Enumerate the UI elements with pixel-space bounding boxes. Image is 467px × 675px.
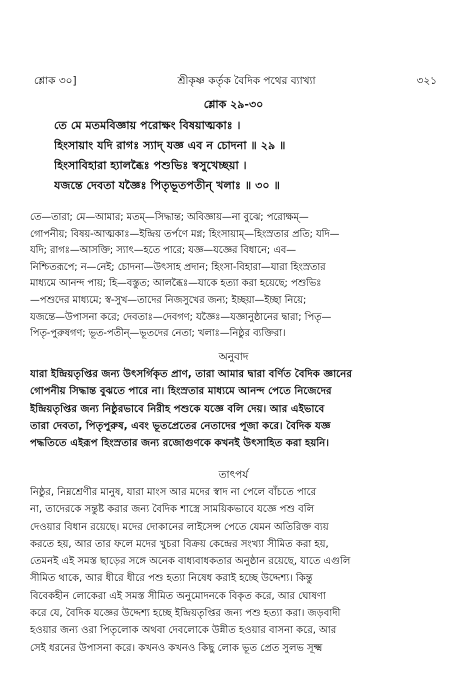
header-verse-ref: শ্লোক ৩০]	[34, 75, 77, 87]
translation-line: গোপনীয় সিদ্ধান্ত বুঝতে পারে না। হিংস্রতার মাধ্যমে আনন্দ পেতে নিজেদের	[30, 386, 332, 398]
verse-line: হিংসাবিহারা হ্যালব্ধৈঃ পশুভিঃ স্বসুখেচ্ছয়া ।	[54, 159, 247, 172]
verse-title: শ্লোক ২৯-৩০	[203, 98, 264, 111]
synonyms-line: যদি; রাগঃ—আসক্তি; স্যাৎ—হতে পারে; যজ্ঞ—যজ্ঞের বিধানে; এব—	[30, 245, 297, 257]
translation	[30, 366, 439, 452]
synonyms-line: পিতৃ-পুরুষগণ; ভূত-পতীন্—ভূতদের নেতা; খলাঃ—নিষ্ঠুর ব্যক্তিরা।	[30, 328, 286, 340]
purport-line: তেমনই এই সমস্ত ছাড়ের সঙ্গে অনেক বাধ্যবাধকতার অনুষ্ঠান রয়েছে, যাতে এগুলি	[30, 556, 351, 568]
synonyms-line: —পশুদের মাধ্যমে; স্ব-সুখ—তাদের নিজসুখের জন্য; ইচ্ছয়া—ইচ্ছা নিয়ে;	[30, 294, 307, 306]
sanskrit-verse	[54, 116, 439, 196]
translation-line: পদ্ধতিতে এইরূপ হিংস্রতার জন্য রজোগুণকে কখনই উৎসাহিত করা হয়নি।	[30, 438, 330, 450]
verse-line: তে মে মতমবিজ্ঞায় পরোক্ষং বিষয়াত্মকাঃ ।	[54, 119, 241, 132]
purport-line: হওয়ার জন্য ওরা পিতৃলোক অথবা দেবলোকে উন্নীত হওয়ার বাসনা করে, আর	[30, 625, 337, 637]
purport-line: দেওয়ার বিধান রয়েছে। মদের দোকানের লাইসেন্স পেতে যেমন অতিরিক্ত ব্যয়	[30, 521, 329, 533]
verse-line: হিংসায়াং যদি রাগঃ স্যাদ্ যজ্ঞ এব ন চোদনা ॥ ২৯ ॥	[54, 139, 286, 152]
synonyms-line: তে—তারা; মে—আমার; মতম্—সিদ্ধান্ত; অবিজ্ঞায়—না বুঝে; পরোক্ষম্—	[30, 212, 309, 223]
purport-line: না, তাদেরকে সন্তুষ্ট করার জন্য বৈদিক শাস্ত্রে সাময়িকভাবে যজ্ঞে পশু বলি	[30, 504, 315, 516]
purport	[30, 484, 439, 657]
translation-line: যারা ইন্দ্রিয়তৃপ্তির জন্য উৎসর্গিকৃত প্রাণ, তারা আমার দ্বারা বর্ণিত বৈদিক জ্ঞানের	[30, 369, 352, 380]
verse-line: যজন্তে দেবতা যজ্ঞৈঃ পিতৃভূতপতীন্ খলাঃ ॥ ৩০ ॥	[54, 179, 280, 192]
translation-line: তারা দেবতা, পিতৃপুরুষ, এবং ভূতপ্রেতের নেতাদের পূজা করে। বৈদিক যজ্ঞ	[30, 420, 331, 432]
synonyms-line: মাধ্যমে আনন্দ পায়; হি—বস্তুত; আলব্ধৈঃ—যাকে হত্যা করা হয়েছে; পশুভিঃ	[30, 278, 322, 290]
purport-line: সেই ধরনের উপাসনা করে। কখনও কখনও কিছু লোক ভূত প্রেত সুলভ সূক্ষ্ম	[30, 642, 323, 654]
translation-line: ইন্দ্রিয়তৃপ্তির জন্য নিষ্ঠুরভাবে নিরীহ পশুকে যজ্ঞে বলি দেয়। আর এইভাবে	[30, 403, 325, 415]
page-number: ৩২১	[416, 75, 437, 87]
synonyms-line: যজন্তে—উপাসনা করে; দেবতাঃ—দেবগণ; যজ্ঞৈঃ—যজ্ঞানুষ্ঠানের দ্বারা; পিতৃ—	[30, 311, 332, 323]
translation-heading: অনুবাদ	[218, 351, 249, 363]
header-chapter-title: শ্রীকৃষ্ণ কর্তৃক বৈদিক পথের ব্যাখ্যা	[177, 75, 316, 87]
purport-line: সীমিত থাকে, আর ধীরে ধীরে পশু হত্যা নিষেধ করাই হচ্ছে উদ্দেশ্য। কিন্তু	[30, 573, 313, 585]
purport-line: নিষ্ঠুর, নিম্নশ্রেণীর মানুষ, যারা মাংস আর মদের স্বাদ না পেলে বাঁচতে পারে	[30, 487, 317, 498]
synonyms-line: গোপনীয়; বিষয়-আত্মকাঃ—ইন্দ্রিয় তর্পণে মগ্ন; হিংসায়াম্—হিংস্রতার প্রতি; যদি—	[30, 228, 340, 240]
synonyms-line: নিশ্চিতরূপে; ন—নেই; চোদনা—উৎসাহ প্রদান; হিংসা-বিহারা—যারা হিংস্রতার	[30, 261, 326, 273]
purport-line: বিবেকহীন লোকেরা এই সমস্ত সীমিত অনুমোদনকে বিকৃত করে, আর ঘোষণা	[30, 590, 326, 602]
running-header	[34, 74, 437, 88]
purport-line: করতে হয়, আর তার ফলে মদের খুচরা বিক্রয় কেন্দ্রের সংখ্যা সীমিত করা হয়,	[30, 538, 329, 550]
word-for-word-synonyms	[30, 210, 439, 343]
purport-heading: তাৎপর্য	[218, 469, 249, 481]
purport-line: করে যে, বৈদিক যজ্ঞের উদ্দেশ্য হচ্ছে ইন্দ্রিয়তৃপ্তির জন্য পশু হত্যা করা। জড়বাদী	[30, 608, 341, 620]
